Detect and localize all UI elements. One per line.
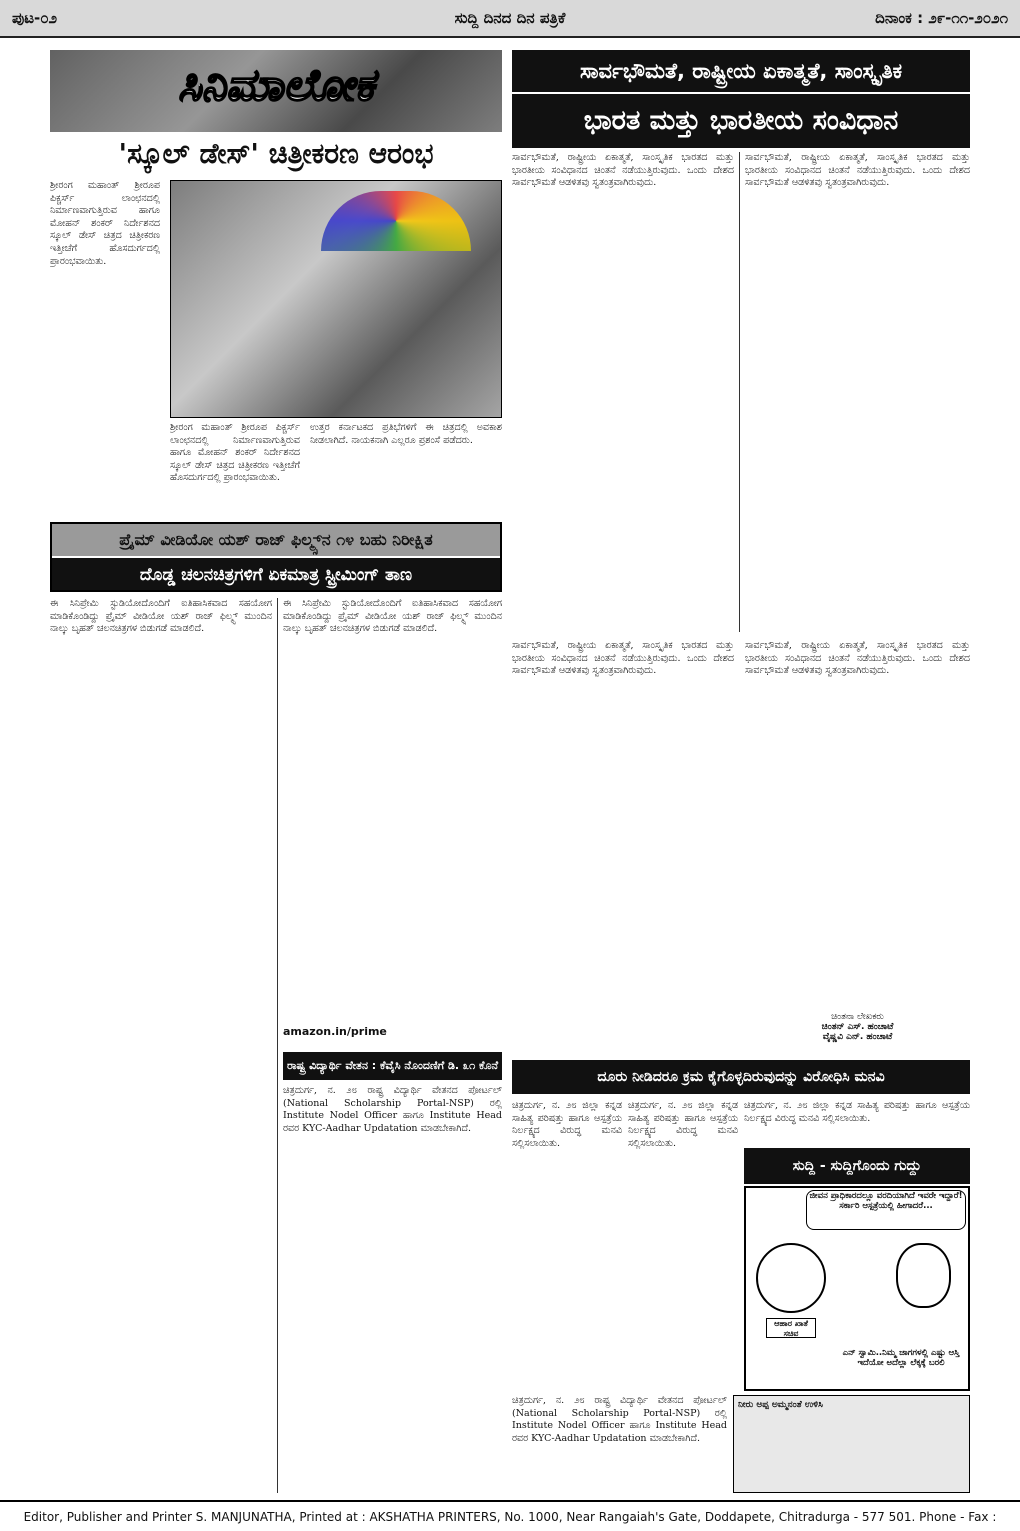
- water-ad-text: ನೀರು ಅಪ್ಪ ಅಮ್ಮನಂತೆ ಉಳಿಸಿ: [738, 1400, 823, 1410]
- cartoon-title: ಸುದ್ದಿ - ಸುದ್ದಿಗೊಂದು ಗುದ್ದು: [744, 1148, 970, 1184]
- prime-url[interactable]: amazon.in/prime: [283, 1025, 387, 1038]
- page-number: ಪುಟ-೦೨: [12, 9, 58, 27]
- scholarship-body: ಚಿತ್ರದುರ್ಗ, ನ. ೨೮ ರಾಷ್ಟ್ರ ವಿದ್ಯಾರ್ಥಿ ವೇತನದ ಪೋರ್ಟಲ್ (National Scholarship Portal-NSP) ರಲ್ಲಿ Institute Nodel Officer ಹಾಗೂ Institute Head ರವರ KYC-Aadhar Updatation ಮಾಡಬೇಕಾಗಿದೆ.: [283, 1085, 502, 1134]
- prime-body-col1: ಈ ಸಿನಿಪ್ರೇಮಿ ಸ್ಟುಡಿಯೋದೊಂದಿಗೆ ಐತಿಹಾಸಿಕವಾದ ಸಹಯೋಗ ಮಾಡಿಕೊಂಡಿದ್ದು ಪ್ರೈಮ್ ವೀಡಿಯೋ ಯಶ್ ರಾಜ್ ಫಿಲ್ಮ್ಸ್ ಮುಂದಿನ ನಾಲ್ಕು ಬೃಹತ್ ಚಲನಚಿತ್ರಗಳ ಬಿಡುಗಡೆ ಮಾಡಲಿದೆ.: [50, 598, 272, 635]
- cartoon-label: ಆಹಾರ ಖಾತೆ ಸಚಿವ: [766, 1318, 816, 1338]
- column-divider: [739, 152, 740, 632]
- cinema-body-mid: ಶ್ರೀರಂಗ ಮಹಾಂತ್ ಶ್ರೀರೂಪ ಪಿಕ್ಚರ್ಸ್ ಲಾಂಛನದಲ್ಲಿ ನಿರ್ಮಾಣವಾಗುತ್ತಿರುವ ಹಾಗೂ ಮೋಹನ್ ಶಂಕರ್ ನಿರ್ದೇಶನದ ಸ್ಕೂಲ್ ಡೇಸ್ ಚಿತ್ರದ ಚಿತ್ರೀಕರಣ ಇತ್ತೀಚೆಗೆ ಹೊಸದುರ್ಗದಲ್ಲಿ ಪ್ರಾರಂಭವಾಯಿತು.: [170, 422, 300, 484]
- column-divider: [277, 598, 278, 1493]
- constitution-banner-top: ಸಾರ್ವಭೌಮತೆ, ರಾಷ್ಟ್ರೀಯ ಏಕಾತ್ಮತೆ, ಸಾಂಸ್ಕೃತಿಕ: [512, 50, 970, 92]
- constitution-body-col1: ಸಾರ್ವಭೌಮತೆ, ರಾಷ್ಟ್ರೀಯ ಏಕಾತ್ಮತೆ, ಸಾಂಸ್ಕೃತಿಕ ಭಾರತದ ಮತ್ತು ಭಾರತೀಯ ಸಂವಿಧಾನದ ಚಿಂತನೆ ನಡೆಯುತ್ತಿರುವುದು. ಒಂದು ದೇಶದ ಸಾರ್ವಭೌಮತೆ ಆಡಳಿತವು ಸ್ವತಂತ್ರವಾಗಿರುವುದು.: [512, 152, 734, 189]
- cartoon-face-icon: [896, 1243, 951, 1308]
- page-header: [0, 0, 1020, 38]
- cartoon-caption: ಎನ್ ಸ್ವಾಮಿ..ನಿಮ್ಮ ಜಾಗಗಳಲ್ಲಿ ಎಷ್ಟು ಆಸ್ತಿ ಇದೆಯೋ ಅದೆಲ್ಲಾ ಲೆಕ್ಕಕ್ಕೆ ಬರಲಿ: [842, 1348, 960, 1368]
- author-name-2: ವೈಷ್ಣವಿ ಎನ್. ಹಂಚಾಟೆ: [822, 1032, 893, 1042]
- cinema-banner: [50, 50, 502, 132]
- newspaper-name: ಸುದ್ದಿ ದಿನದ ದಿನ ಪತ್ರಿಕೆ: [454, 9, 566, 27]
- water-ad: [733, 1395, 970, 1493]
- constitution-body-col2: ಸಾರ್ವಭೌಮತೆ, ರಾಷ್ಟ್ರೀಯ ಏಕಾತ್ಮತೆ, ಸಾಂಸ್ಕೃತಿಕ ಭಾರತದ ಮತ್ತು ಭಾರತೀಯ ಸಂವಿಧಾನದ ಚಿಂತನೆ ನಡೆಯುತ್ತಿರುವುದು. ಒಂದು ದೇಶದ ಸಾರ್ವಭೌಮತೆ ಆಡಳಿತವು ಸ್ವತಂತ್ರವಾಗಿರುವುದು.: [745, 152, 970, 189]
- cinema-launch-photo: [170, 180, 502, 418]
- cinema-headline: 'ಸ್ಕೂಲ್ ಡೇಸ್' ಚಿತ್ರೀಕರಣ ಆರಂಭ: [118, 137, 434, 170]
- cinema-section-title: ಸಿನಿಮಾಲೋಕ: [177, 60, 375, 111]
- umbrella-shape: [321, 191, 471, 251]
- imprint-footer: Editor, Publisher and Printer S. MANJUNATHA, Printed at : AKSHATHA PRINTERS, No. 1000, Near Rangaiah's Gate, Doddapete, Chitradurga - 577 501. Phone - Fax :: [0, 1500, 1020, 1531]
- prime-headline-1: ಪ್ರೈಮ್ ವೀಡಿಯೋ ಯಶ್ ರಾಜ್ ಫಿಲ್ಮ್ಸ್‌ನ ೧೪ ಬಹು ನಿರೀಕ್ಷಿತ: [52, 524, 500, 556]
- complaint-headline: ದೂರು ನೀಡಿದರೂ ಕ್ರಮ ಕೈಗೊಳ್ಳದಿರುವುದನ್ನು ವಿರೋಧಿಸಿ ಮನವಿ: [512, 1060, 970, 1094]
- cartoon-speech-bubble: ಜೀವನ ಪ್ರಾಧಿಕಾರದಲ್ಲೂ ವರದಿಯಾಗಿದೆ ಇವರೇ ಇದ್ದಾರೆ! ಸರ್ಕಾರಿ ಆಸ್ಪತ್ರೆಯಲ್ಲಿ ಹೀಗಾದರೆ...: [806, 1190, 966, 1230]
- cinema-body-left: ಶ್ರೀರಂಗ ಮಹಾಂತ್ ಶ್ರೀರೂಪ ಪಿಕ್ಚರ್ಸ್ ಲಾಂಛನದಲ್ಲಿ ನಿರ್ಮಾಣವಾಗುತ್ತಿರುವ ಹಾಗೂ ಮೋಹನ್ ಶಂಕರ್ ನಿರ್ದೇಶನದ ಸ್ಕೂಲ್ ಡೇಸ್ ಚಿತ್ರದ ಚಿತ್ರೀಕರಣ ಇತ್ತೀಚೆಗೆ ಹೊಸದುರ್ಗದಲ್ಲಿ ಪ್ರಾರಂಭವಾಯಿತು.: [50, 180, 160, 267]
- author-label: ಚಿಂತನಾ ಲೇಖಕರು: [831, 1012, 884, 1022]
- cartoon-panel: [744, 1186, 970, 1391]
- complaint-body-col2: ಚಿತ್ರದುರ್ಗ, ನ. ೨೮ ಜಿಲ್ಲಾ ಕನ್ನಡ ಸಾಹಿತ್ಯ ಪರಿಷತ್ತು ಹಾಗೂ ಆಸ್ಪತ್ರೆಯ ನಿರ್ಲಕ್ಷ್ಯದ ವಿರುದ್ಧ ಮನವಿ ಸಲ್ಲಿಸಲಾಯಿತು.: [628, 1100, 738, 1149]
- cartoon-face-icon: [756, 1243, 826, 1313]
- author-name-1: ಚಿಂತನ್ ಎಸ್. ಹಂಚಾಟೆ: [821, 1022, 894, 1032]
- constitution-author: [745, 1012, 970, 1052]
- prime-body-col2: ಈ ಸಿನಿಪ್ರೇಮಿ ಸ್ಟುಡಿಯೋದೊಂದಿಗೆ ಐತಿಹಾಸಿಕವಾದ ಸಹಯೋಗ ಮಾಡಿಕೊಂಡಿದ್ದು ಪ್ರೈಮ್ ವೀಡಿಯೋ ಯಶ್ ರಾಜ್ ಫಿಲ್ಮ್ಸ್ ಮುಂದಿನ ನಾಲ್ಕು ಬೃಹತ್ ಚಲನಚಿತ್ರಗಳ ಬಿಡುಗಡೆ ಮಾಡಲಿದೆ.: [283, 598, 502, 635]
- cinema-body-right: ಉತ್ತರ ಕರ್ನಾಟಕದ ಪ್ರತಿಭೆಗಳಿಗೆ ಈ ಚಿತ್ರದಲ್ಲಿ ಅವಕಾಶ ನೀಡಲಾಗಿದೆ. ನಾಯಕನಾಗಿ ಎಲ್ಲರೂ ಪ್ರಶಂಸೆ ಪಡೆದರು.: [310, 422, 502, 446]
- scholarship-headline: ರಾಷ್ಟ್ರ ವಿದ್ಯಾರ್ಥಿ ವೇತನ : ಕೆವೈಸಿ ನೊಂದಣಿಗೆ ಡಿ. ೩೧ ಕೊನೆ: [283, 1052, 502, 1080]
- constitution-body-col4: ಸಾರ್ವಭೌಮತೆ, ರಾಷ್ಟ್ರೀಯ ಏಕಾತ್ಮತೆ, ಸಾಂಸ್ಕೃತಿಕ ಭಾರತದ ಮತ್ತು ಭಾರತೀಯ ಸಂವಿಧಾನದ ಚಿಂತನೆ ನಡೆಯುತ್ತಿರುವುದು. ಒಂದು ದೇಶದ ಸಾರ್ವಭೌಮತೆ ಆಡಳಿತವು ಸ್ವತಂತ್ರವಾಗಿರುವುದು.: [745, 640, 970, 677]
- scholarship-body-cont: ಚಿತ್ರದುರ್ಗ, ನ. ೨೮ ರಾಷ್ಟ್ರ ವಿದ್ಯಾರ್ಥಿ ವೇತನದ ಪೋರ್ಟಲ್ (National Scholarship Portal-NSP) ರಲ್ಲಿ Institute Nodel Officer ಹಾಗೂ Institute Head ರವರ KYC-Aadhar Updatation ಮಾಡಬೇಕಾಗಿದೆ.: [512, 1395, 727, 1444]
- complaint-body-col3: ಚಿತ್ರದುರ್ಗ, ನ. ೨೮ ಜಿಲ್ಲಾ ಕನ್ನಡ ಸಾಹಿತ್ಯ ಪರಿಷತ್ತು ಹಾಗೂ ಆಸ್ಪತ್ರೆಯ ನಿರ್ಲಕ್ಷ್ಯದ ವಿರುದ್ಧ ಮನವಿ ಸಲ್ಲಿಸಲಾಯಿತು.: [744, 1100, 970, 1124]
- prime-headline-2: ದೊಡ್ಡ ಚಲನಚಿತ್ರಗಳಿಗೆ ಏಕಮಾತ್ರ ಸ್ಟ್ರೀಮಿಂಗ್ ತಾಣ: [52, 558, 500, 592]
- prime-headline-box: [50, 522, 502, 592]
- issue-date: ದಿನಾಂಕ : ೨೯-೧೧-೨೦೨೧: [875, 9, 1008, 27]
- constitution-banner-main: ಭಾರತ ಮತ್ತು ಭಾರತೀಯ ಸಂವಿಧಾನ: [512, 94, 970, 148]
- complaint-body-col1: ಚಿತ್ರದುರ್ಗ, ನ. ೨೮ ಜಿಲ್ಲಾ ಕನ್ನಡ ಸಾಹಿತ್ಯ ಪರಿಷತ್ತು ಹಾಗೂ ಆಸ್ಪತ್ರೆಯ ನಿರ್ಲಕ್ಷ್ಯದ ವಿರುದ್ಧ ಮನವಿ ಸಲ್ಲಿಸಲಾಯಿತು.: [512, 1100, 622, 1149]
- constitution-body-col3: ಸಾರ್ವಭೌಮತೆ, ರಾಷ್ಟ್ರೀಯ ಏಕಾತ್ಮತೆ, ಸಾಂಸ್ಕೃತಿಕ ಭಾರತದ ಮತ್ತು ಭಾರತೀಯ ಸಂವಿಧಾನದ ಚಿಂತನೆ ನಡೆಯುತ್ತಿರುವುದು. ಒಂದು ದೇಶದ ಸಾರ್ವಭೌಮತೆ ಆಡಳಿತವು ಸ್ವತಂತ್ರವಾಗಿರುವುದು.: [512, 640, 734, 677]
